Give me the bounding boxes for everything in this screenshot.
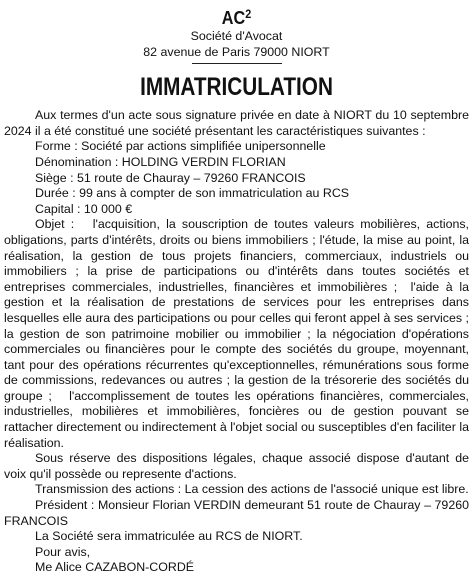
intro-paragraph: Aux termes d'un acte sous signature privée en date à NIORT du 10 septembre 2024 il a été constitué une société présentant les caractéristiques suivantes : [4,108,469,138]
duree-line: Durée : 99 ans à compter de son immatriculation au RCS [35,186,350,201]
header-divider [192,63,282,64]
signature-line: Me Alice CAZABON-CORDÉ [35,560,195,575]
firm-address: 82 avenue de Paris 79000 NIORT [143,44,330,59]
rcs-line: La Société sera immatriculée au RCS de NIORT. [35,529,303,544]
siege-line: Siège : 51 route de Chauray – 79260 FRANCOIS [35,170,306,185]
firm-logo [27,3,446,29]
reserve-paragraph: Sous réserve des dispositions légales, chaque associé dispose d'autant de voix qu'il possède ou represente d'actions. [4,451,469,481]
firm-name: Société d'Avocat [190,29,283,43]
capital-line: Capital : 10 000 € [35,201,133,216]
objet-paragraph: Objet : l'acquisition, la souscription de toutes valeurs mobilières, actions, obligations, parts d'intérêts, droits ou biens immobiliers ; l'étude, la mise au point, la réalisation, la gestion de tous projets financiers, commerciaux, industriels ou immobiliers ; la prise de participations ou d'intérêts dans toutes sociétés et entreprises commerciales, industrielles, financières et immobilières ; l'aide à la gestion et la réalisation de prestations de services pour les entreprises dans lesquelles elle aura des participations ou pour celles qui feront appel à ses services ; la gestion de son patrimoine mobilier ou immobilier ; la négociation d'opérations commerciales ou financières pour le compte des sociétés du groupe, moyennant, tant pour des opérations récurrentes qu'exceptionnelles, rémunérations sous forme de commissions, redevances ou autres ; la gestion de la trésorerie des sociétés du groupe ; l'accomplissement de toutes les opérations financières, commerciales, industrielles, mobilières et immobilières, foncières ou de gestion pouvant se rattacher directement ou indirectement à l'objet social ou susceptibles d'en faciliter la réalisation. [4,217,473,450]
denomination-line: Dénomination : HOLDING VERDIN FLORIAN [35,154,286,169]
forme-line: Forme : Société par actions simplifiée unipersonnelle [35,139,326,154]
logo-text: AC [221,8,246,28]
legal-notice [4,0,473,576]
logo-superscript: 2 [245,7,252,21]
pour-avis-line: Pour avis, [35,544,91,559]
president-paragraph: Président : Monsieur Florian VERDIN demeurant 51 route de Chauray – 79260 FRANCOIS [4,498,469,528]
transmission-line: Transmission des actions : La cession des actions de l'associé unique est libre. [35,482,469,497]
notice-title: IMMATRICULATION [140,73,333,102]
